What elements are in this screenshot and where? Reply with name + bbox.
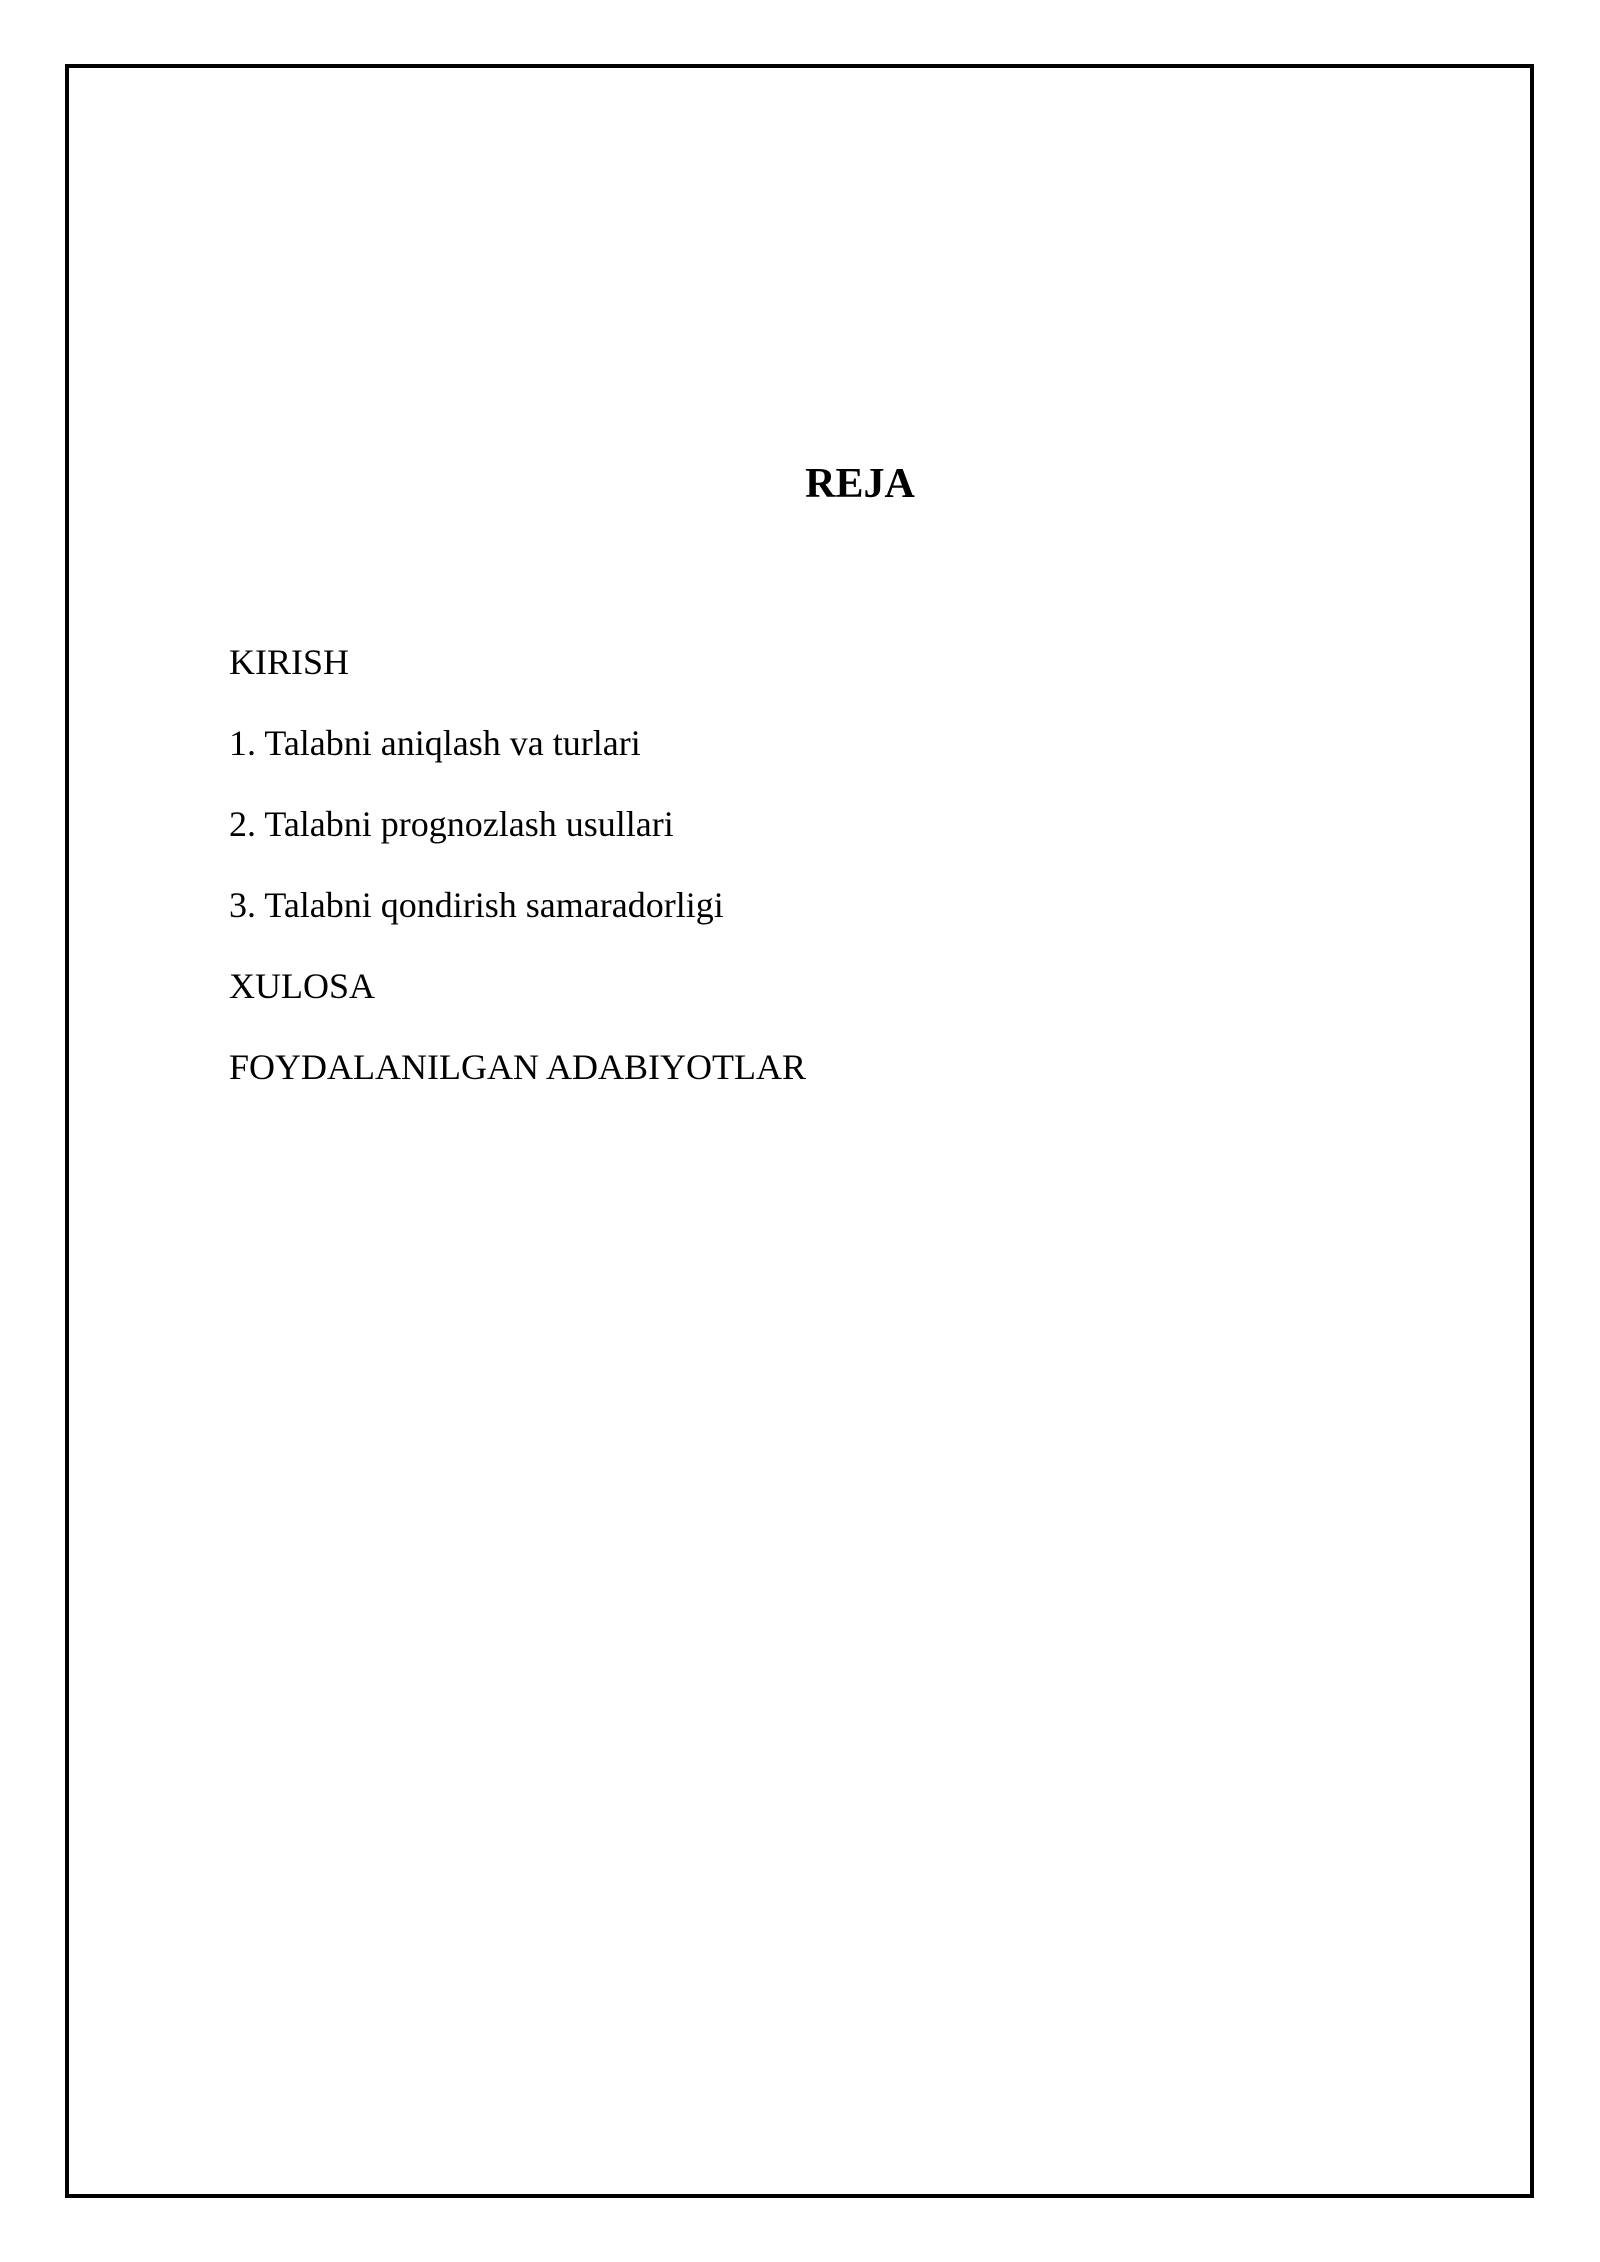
- plan-list: [229, 640, 806, 1126]
- page-border: [65, 64, 1534, 2198]
- page-title: REJA: [805, 461, 915, 507]
- plan-item-3: 3. Talabni qondirish samaradorligi: [229, 885, 724, 925]
- plan-item-references: FOYDALANILGAN ADABIYOTLAR: [229, 1047, 806, 1087]
- plan-item-2: 2. Talabni prognozlash usullari: [229, 804, 674, 844]
- plan-item-conclusion: XULOSA: [229, 966, 376, 1006]
- plan-item-introduction: KIRISH: [229, 642, 350, 682]
- plan-item-1: 1. Talabni aniqlash va turlari: [229, 723, 641, 763]
